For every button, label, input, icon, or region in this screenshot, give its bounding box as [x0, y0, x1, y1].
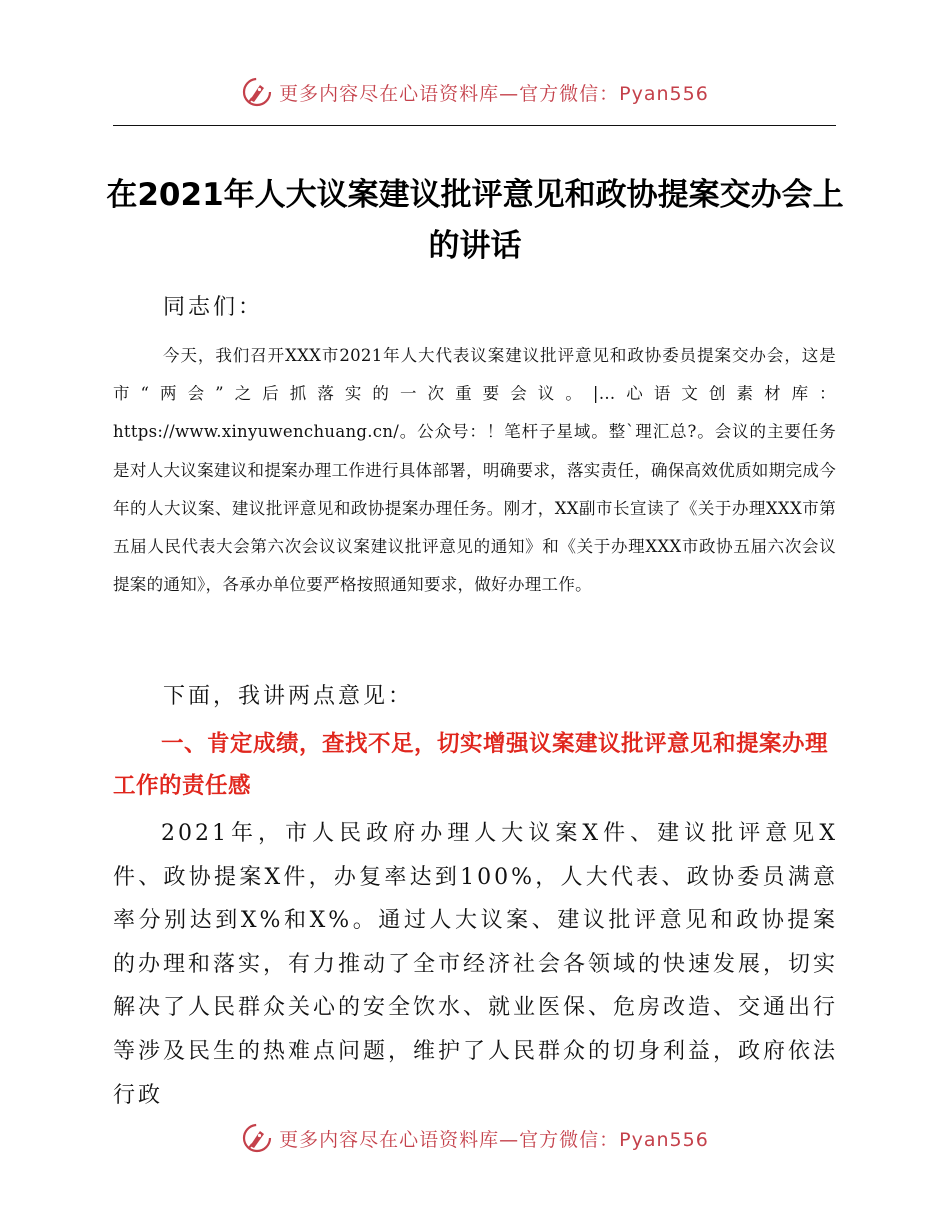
document-title: 在2021年人大议案建议批评意见和政协提案交办会上的讲话	[106, 177, 844, 264]
header-divider	[113, 125, 836, 126]
opening-paragraph: 今天，我们召开XXX市2021年人大代表议案建议批评意见和政协委员提案交办会，这是市“两会”之后抓落实的一次重要会议。|…心语文创素材库：https://www.xinyuwenchuang.cn/。公众号：！笔杆子星域。整`理汇总?。会议的主要任务是对人大议案建议和提案办理工作进行具体部署，明确要求，落实责任，确保高效优质如期完成今年的人大议案、建议批评意见和政协提案办理任务。刚才，XX副市长宣读了《关于办理XXX市第五届人民代表大会第六次会议议案建议批评意见的通知》和《关于办理XXX市政协五届六次会议提案的通知》，各承办单位要严格按照通知要求，做好办理工作。	[113, 346, 836, 595]
section-heading-1: 一、肯定成绩，查找不足，切实增强议案建议批评意见和提案办理工作的责任感	[113, 731, 829, 799]
greeting: 同志们：	[163, 295, 264, 320]
header-banner	[0, 72, 950, 112]
pen-nib-logo-icon	[241, 1122, 273, 1154]
footer-banner	[0, 1118, 950, 1158]
section-1-paragraph: 2021年，市人民政府办理人大议案X件、建议批评意见X件、政协提案X件，办复率达到100%，人大代表、政协委员满意率分别达到X%和X%。通过人大议案、建议批评意见和政协提案的办理和落实，有力推动了全市经济社会各领域的快速发展，切实解决了人民群众关心的安全饮水、就业医保、危房改造、交通出行等涉及民生的热难点问题，维护了人民群众的切身利益，政府依法行政	[113, 821, 839, 1108]
header-banner-text: 更多内容尽在心语资料库—官方微信：Pyan556	[279, 82, 709, 105]
pen-nib-logo-icon	[241, 76, 273, 108]
footer-banner-text: 更多内容尽在心语资料库—官方微信：Pyan556	[279, 1128, 709, 1151]
intro-line: 下面，我讲两点意见：	[163, 684, 414, 709]
